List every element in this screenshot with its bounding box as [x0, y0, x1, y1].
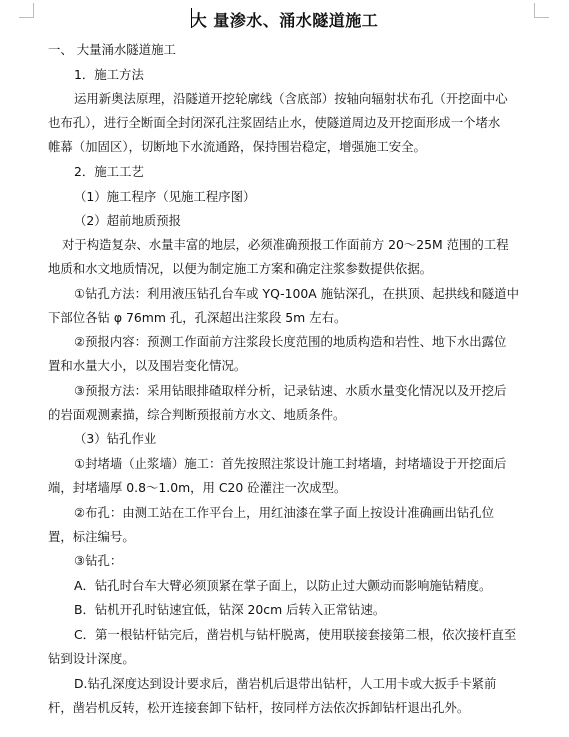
paragraph-line[interactable]: ③钻孔： [74, 553, 123, 568]
paragraph-line[interactable]: 也布孔），进行全断面全封闭深孔注浆固结止水，使隧道周边及开挖面形成一个堵水 [48, 115, 501, 130]
paragraph-line[interactable]: 运用新奥法原理，沿隧道开挖轮廓线（含底部）按轴向辐射状布孔（开挖面中心 [74, 91, 508, 106]
paragraph-line[interactable]: 地质和水文地质情况，以便为制定施工方案和确定注浆参数提供依据。 [48, 261, 433, 276]
paragraph-line[interactable]: 的岩面观测素描，综合判断预报前方水文、地质条件。 [48, 407, 346, 422]
paragraph-line[interactable]: 下部位各钻 φ 76mm 孔，孔深超出注浆段 5m 左右。 [48, 310, 347, 325]
paragraph-line[interactable]: ②预报内容：预测工作面前方注浆段长度范围的地质构造和岩性、地下水出露位 [74, 334, 507, 349]
paragraph-line[interactable]: B．钻机开孔时钻速宜低，钻深 20cm 后转入正常钻速。 [74, 602, 386, 617]
paragraph-line[interactable]: ③预报方法：采用钻眼排碴取样分析，记录钻速、水质水量变化情况以及开挖后 [74, 383, 507, 398]
paragraph-line[interactable]: ①钻孔方法：利用液压钻孔台车或 YQ-100A 施钻深孔，在拱顶、起拱线和隧道中 [74, 286, 519, 301]
paragraph-line[interactable]: ②布孔：由测工站在工作平台上，用红油漆在掌子面上按设计准确画出钻孔位 [74, 505, 494, 520]
item-heading[interactable]: （3）钻孔作业 [74, 431, 157, 446]
document-title[interactable]: 大 量渗水、涌水隧道施工 [190, 11, 379, 30]
paragraph-line[interactable]: 帷幕（加固区），切断地下水流通路，保持围岩稳定，增强施工安全。 [48, 139, 426, 154]
paragraph-line[interactable]: ①封堵墙（止浆墙）施工：首先按照注浆设计施工封堵墙，封堵墙设于开挖面后 [74, 456, 507, 471]
item-heading[interactable]: （2）超前地质预报 [74, 213, 182, 228]
item-heading[interactable]: （1）施工程序（见施工程序图） [74, 189, 256, 204]
paragraph-line[interactable]: 对于构造复杂、水量丰富的地层，必须准确预报工作面前方 20～25M 范围的工程 [62, 237, 509, 252]
subsection-heading[interactable]: 2．施工工艺 [74, 164, 144, 179]
paragraph-line[interactable]: 钻到设计深度。 [48, 651, 135, 666]
paragraph-line[interactable]: 置和水量大小，以及围岩变化情况。 [48, 358, 247, 373]
subsection-heading[interactable]: 1．施工方法 [74, 67, 144, 82]
paragraph-line[interactable]: 端，封堵墙厚 0.8～1.0m，用 C20 砼灌注一次成型。 [48, 480, 347, 495]
section-heading[interactable]: 一、 大量涌水隧道施工 [48, 42, 176, 57]
paragraph-line[interactable]: 杆，凿岩机反转，松开连接套卸下钻杆，按同样方法依次拆卸钻杆退出孔外。 [48, 700, 470, 715]
paragraph-line[interactable]: 置，标注编号。 [48, 529, 135, 544]
paragraph-line[interactable]: A．钻孔时台车大臂必须顶紧在掌子面上，以防止过大颤动而影响施钻精度。 [74, 578, 492, 593]
paragraph-line[interactable]: D.钻孔深度达到设计要求后，凿岩机后退带出钻杆，人工用卡或大扳手卡紧前 [74, 676, 497, 691]
paragraph-line[interactable]: C．第一根钻杆钻完后，凿岩机与钻杆脱离，使用联接套接第二根，依次接杆直至 [74, 627, 517, 642]
